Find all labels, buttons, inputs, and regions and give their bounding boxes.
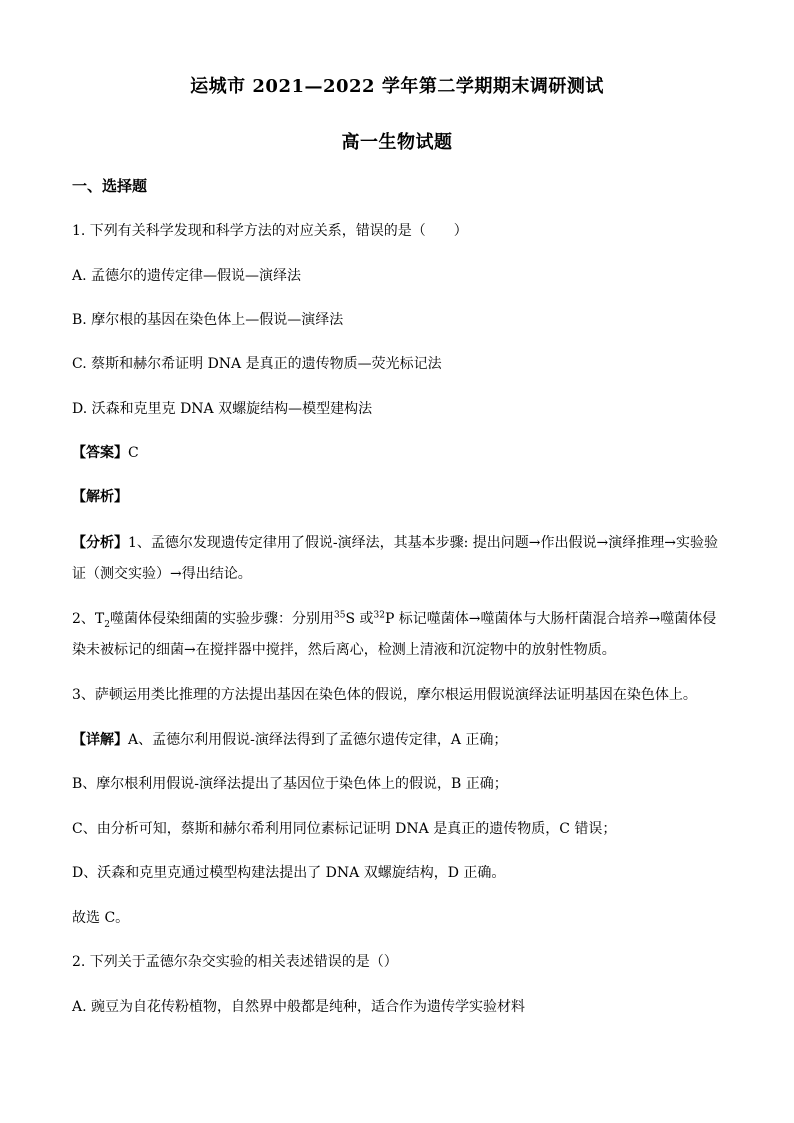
detail-line-a (72, 730, 732, 750)
analysis-paragraph-2a (72, 609, 732, 629)
fenxi-label: 【分析】 (72, 535, 128, 551)
detail-line-b: B、摩尔根利用假说-演绎法提出了基因位于染色体上的假说，B 正确； (72, 776, 508, 792)
question-1-option-c: C. 蔡斯和赫尔希证明 DNA 是真正的遗传物质—荧光标记法 (72, 356, 442, 372)
detail-line-d: D、沃森和克里克通过模型构建法提出了 DNA 双螺旋结构，D 正确。 (72, 865, 506, 881)
p2-superscript-1: 35 (333, 610, 346, 621)
document-subtitle: 高一生物试题 (341, 132, 453, 153)
detail-text-a: A、孟德尔利用假说-演绎法得到了孟德尔遗传定律，A 正确； (128, 732, 508, 748)
analysis-paragraph-2b: 染未被标记的细菌→在搅拌器中搅拌，然后离心，检测上清液和沉淀物中的放射性物质。 (72, 642, 616, 658)
p2-prefix: 2、T (72, 611, 105, 627)
detail-line-c: C、由分析可知，蔡斯和赫尔希利用同位素标记证明 DNA 是真正的遗传物质，C 错误； (72, 821, 617, 837)
p2-suffix: P 标记噬菌体→噬菌体与大肠杆菌混合培养→噬菌体侵 (384, 611, 717, 627)
analysis-paragraph-1b: 证（测交实验）→得出结论。 (72, 566, 252, 582)
analysis-paragraph-3: 3、萨顿运用类比推理的方法提出基因在染色体的假说，摩尔根运用假说演绎法证明基因在染色体上。 (72, 687, 697, 703)
answer-line (72, 443, 732, 463)
p2-middle-1: 噬菌体侵染细菌的实验步骤：分别用 (109, 611, 334, 627)
question-1-stem: 1. 下列有关科学发现和科学方法的对应关系，错误的是（ ） (72, 223, 468, 239)
conclusion-line: 故选 C。 (72, 910, 130, 926)
question-2-stem: 2. 下列关于孟德尔杂交实验的相关表述错误的是（） (72, 954, 398, 970)
question-1-option-d: D. 沃森和克里克 DNA 双螺旋结构—模型建构法 (72, 401, 373, 417)
p2-middle-2: S 或 (345, 611, 374, 627)
detail-label: 【详解】 (72, 732, 128, 748)
fenxi-text-1a: 1、孟德尔发现遗传定律用了假说-演绎法，其基本步骤: 提出问题→作出假说→演绎推理→实验验 (128, 535, 718, 551)
question-1-option-a: A. 孟德尔的遗传定律—假说—演绎法 (72, 268, 302, 284)
section-heading: 一、选择题 (72, 177, 148, 195)
answer-label: 【答案】 (72, 445, 128, 461)
p2-subscript: 2 (104, 619, 110, 630)
p2-superscript-2: 32 (373, 610, 385, 621)
analysis-paragraph-1a (72, 533, 732, 553)
analysis-label: 【解析】 (72, 489, 128, 505)
question-1-option-b: B. 摩尔根的基因在染色体上—假说—演绎法 (72, 312, 344, 328)
document-title: 运城市 2021—2022 学年第二学期期末调研测试 (190, 76, 604, 97)
question-2-option-a: A. 豌豆为自花传粉植物，自然界中般都是纯种，适合作为遗传学实验材料 (72, 999, 526, 1015)
answer-value: C (128, 445, 139, 461)
